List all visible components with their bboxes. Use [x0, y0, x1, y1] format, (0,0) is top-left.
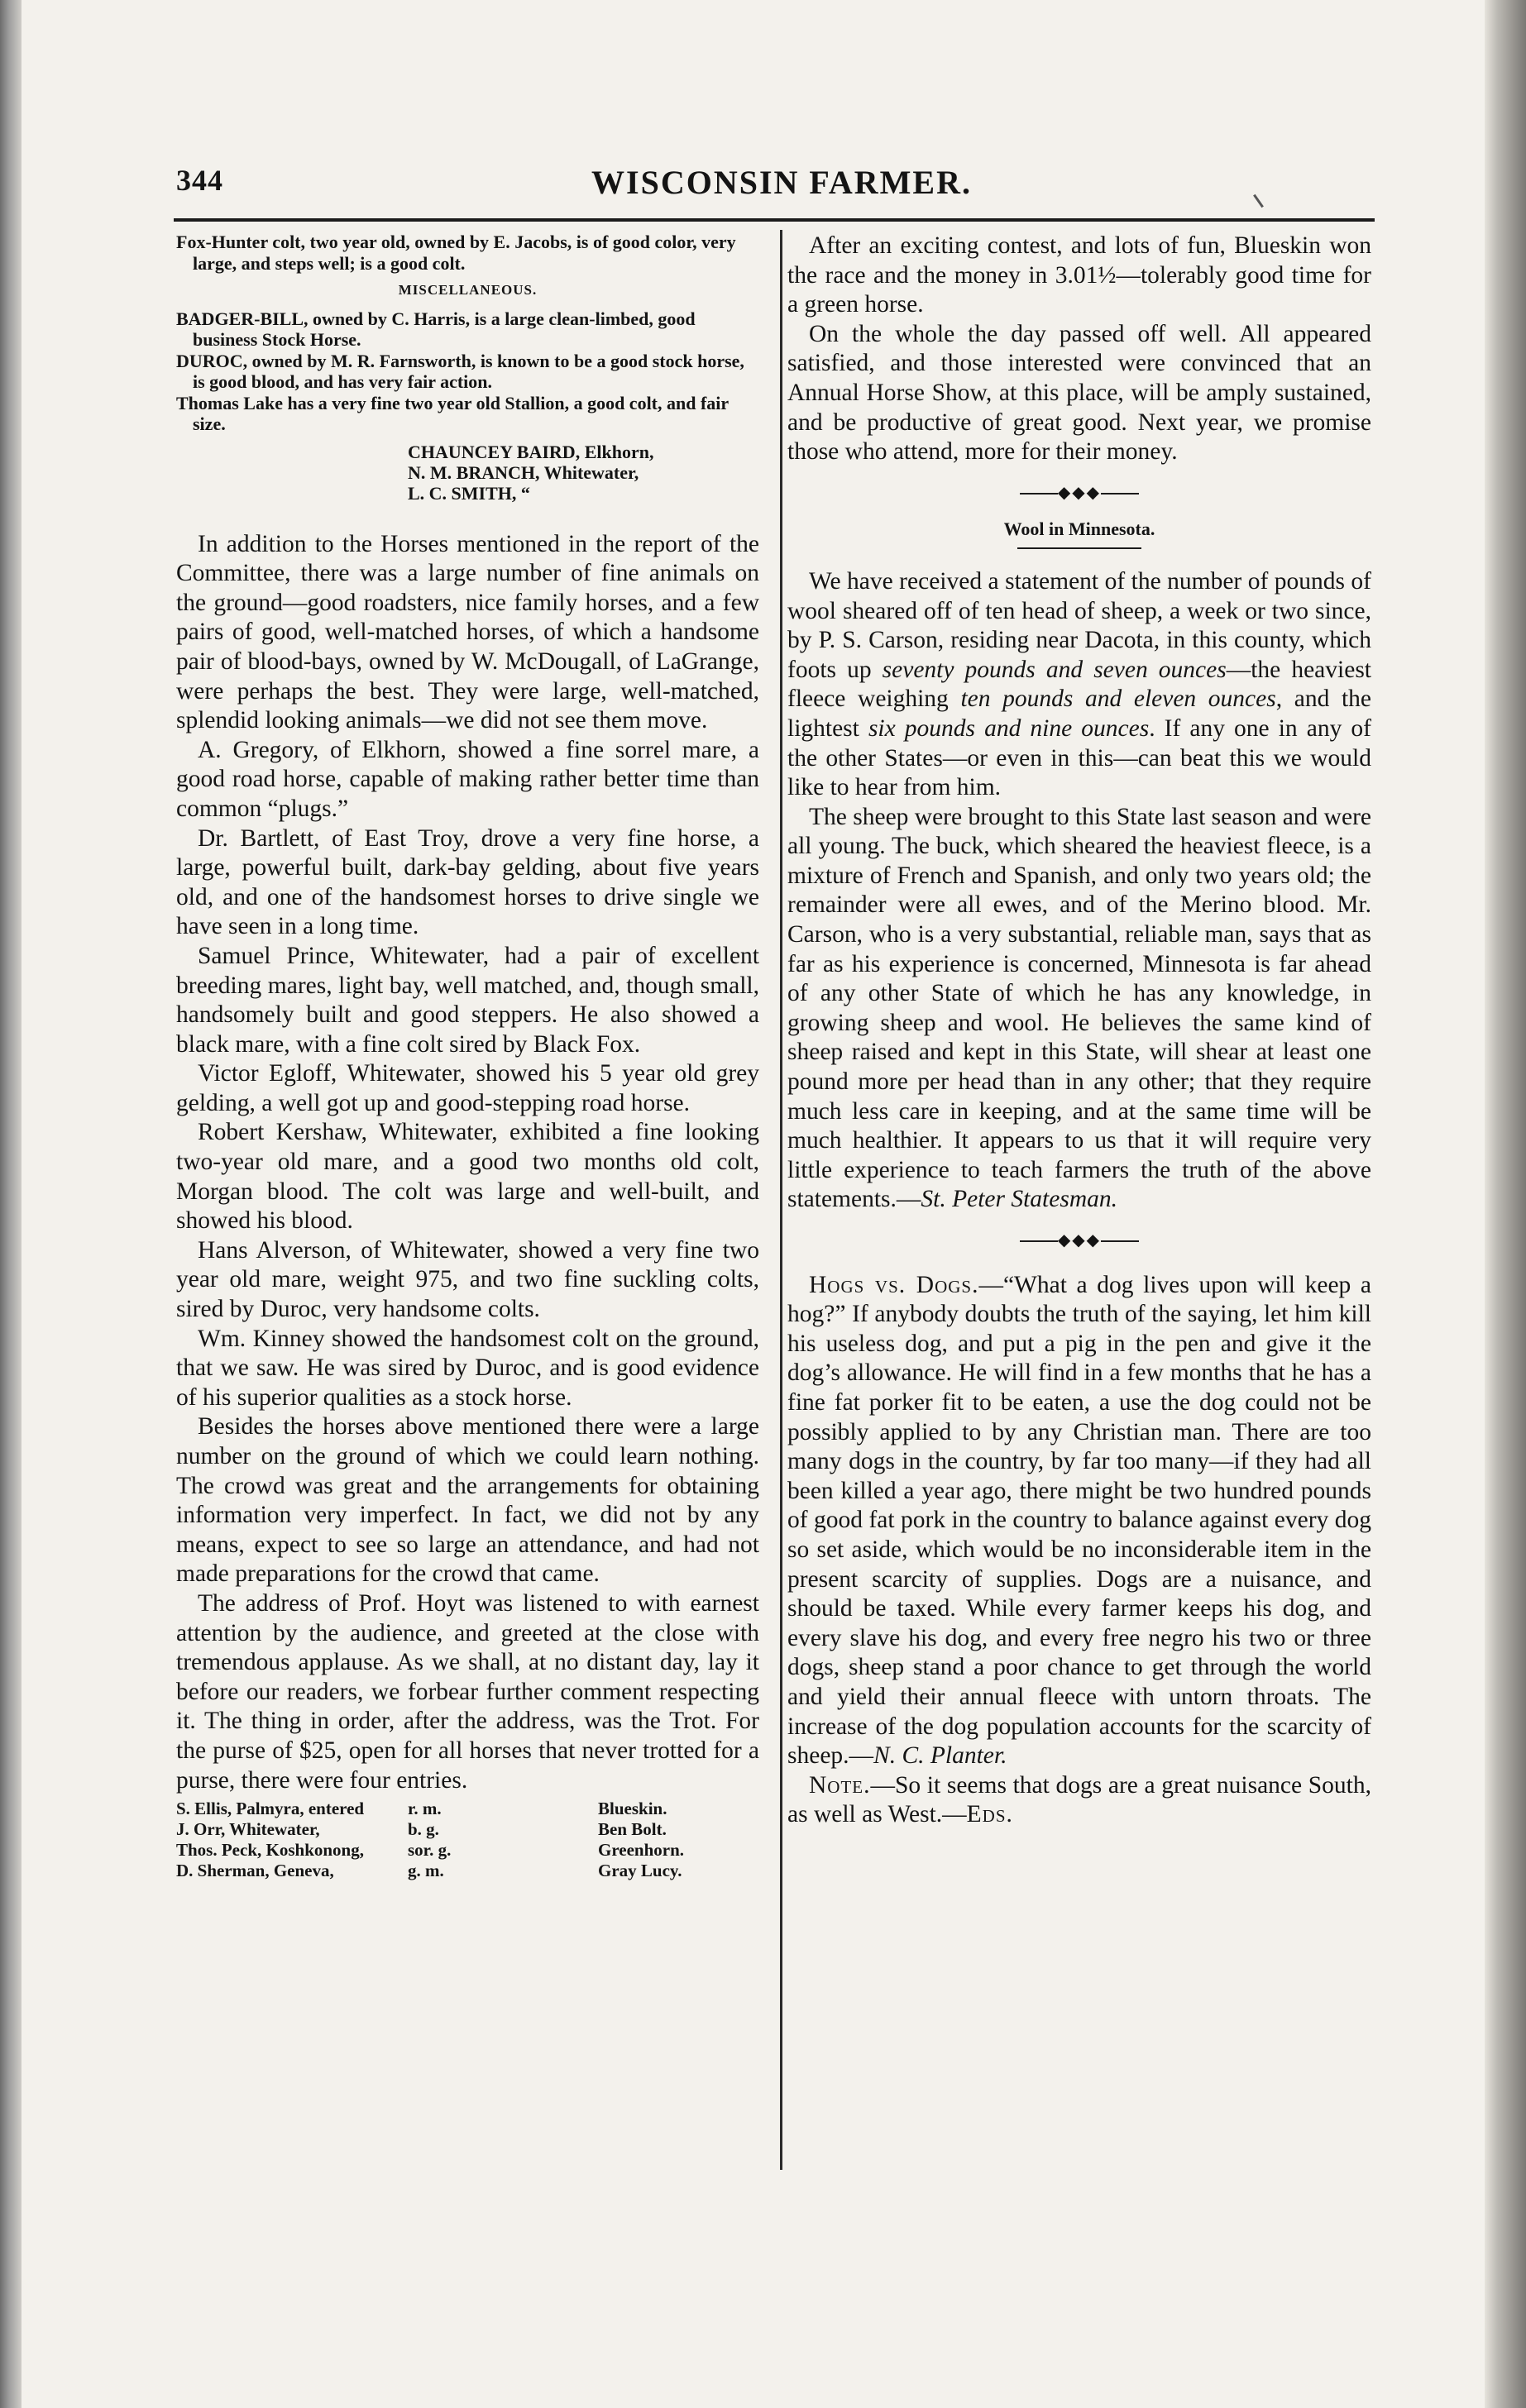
- article-paragraph: In addition to the Horses mentioned in the report of the Committee, there was a large number of fine animals on the ground—good roadsters, nice family horses, and a few pairs of good, well-matched horses, of which a handsome pair of blood-bays, owned by W. McDougall, of LaGrange, were perhaps the best. They were large, well-matched, splendid looking animals—we did not see them move.: [176, 530, 759, 734]
- right-column: [787, 232, 1371, 1830]
- horse-name: Gray Lucy.: [598, 1861, 682, 1881]
- trot-entries: [176, 1799, 759, 1881]
- text-run: —So it seems that dogs are a great nuisance South, as well as West.—: [787, 1771, 1371, 1828]
- committee-entry: DUROC, owned by M. R. Farnsworth, is known to be a good stock horse, is good blood, and has very fair action.: [176, 350, 744, 393]
- entrant: S. Ellis, Palmyra, entered: [176, 1799, 365, 1819]
- text-run: . If any one in any of the other States—or even in this—can beat this we would like to hear from him.: [787, 714, 1371, 801]
- source-citation: St. Peter Statesman.: [921, 1186, 1118, 1213]
- article-paragraph: Victor Egloff, Whitewater, showed his 5 year old grey gelding, a well got up and good-stepping road horse.: [176, 1060, 759, 1116]
- entrant: D. Sherman, Geneva,: [176, 1861, 334, 1881]
- horse-color: sor. g.: [408, 1840, 452, 1861]
- article-paragraph: After an exciting contest, and lots of fun, Blueskin won the race and the money in 3.01½—tolerably good time for a green horse.: [787, 232, 1371, 318]
- editor-note: [787, 1771, 1371, 1830]
- ornament-bar: [1101, 493, 1139, 494]
- article-paragraph: [787, 1271, 1371, 1771]
- committee-signatures: [408, 442, 759, 504]
- entrant: J. Orr, Whitewater,: [176, 1819, 320, 1840]
- ornament-bar: [1020, 1240, 1058, 1242]
- article-paragraph: Dr. Bartlett, of East Troy, drove a very fine horse, a large, powerful built, dark-bay gelding, about five years old, and one of the handsomest horses to drive single we have seen in a long time.: [176, 824, 759, 940]
- entrant: Thos. Peck, Koshkonong,: [176, 1840, 364, 1861]
- section-title: Wool in Minnesota.: [1003, 518, 1155, 540]
- editor-signature: Eds.: [966, 1801, 1013, 1828]
- lead-in: Note.: [809, 1771, 871, 1799]
- article-paragraph: A. Gregory, of Elkhorn, showed a fine sorrel mare, a good road horse, capable of making rather better time than common “plugs.”: [176, 736, 759, 822]
- lead-in: Hogs vs. Dogs.: [809, 1271, 979, 1298]
- horse-name: Ben Bolt.: [598, 1819, 667, 1840]
- text-run: We have received a statement of the number of pounds of wool sheared off of ten head of sheep, a week or two since, by P. S. Carson, residing near Dacota, in this county, which foots up: [787, 567, 1371, 683]
- running-title: WISCONSIN FARMER.: [591, 164, 972, 201]
- scan-shadow-left: [0, 0, 22, 2408]
- article-paragraph: The address of Prof. Hoyt was listened to with earnest attention by the audience, and greeted at the close with tremendous applause. As we shall, at no distant day, lay it before our readers, we forbear further comment respecting it. The thing in order, after the address, was the Trot. For the purse of $25, open for all horses that never trotted for a purse, there were four entries.: [176, 1589, 759, 1794]
- italic-text: seventy pounds and seven ounces: [882, 656, 1227, 683]
- header-rule: [174, 218, 1375, 222]
- horse-color: r. m.: [408, 1799, 442, 1819]
- article-paragraph: Samuel Prince, Whitewater, had a pair of excellent breeding mares, light bay, well matched, and, though small, handsomely built and good steppers. He also showed a black mare, with a fine colt sired by Black Fox.: [176, 942, 759, 1058]
- horse-name: Greenhorn.: [598, 1840, 685, 1861]
- misc-heading: MISCELLANEOUS.: [398, 282, 538, 298]
- italic-text: six pounds and nine ounces: [868, 714, 1150, 742]
- text-run: , and the lightest: [787, 686, 1372, 742]
- committee-entry: Fox-Hunter colt, two year old, owned by E. Jacobs, is of good color, very large, and steps well; is a good colt.: [176, 232, 736, 274]
- article-paragraph: [787, 567, 1371, 803]
- section-ornament: ◆◆◆: [787, 1226, 1371, 1256]
- article-paragraph: Besides the horses above mentioned there were a large number on the ground of which we could learn nothing. The crowd was great and the arrangements for obtaining information very imperfect. In fact, we did not by any means, expect to see so large an attendance, and had not made preparations for the crowd that came.: [176, 1413, 759, 1588]
- trot-entry: [176, 1861, 759, 1881]
- signature-line: N. M. BRANCH, Whitewater,: [408, 461, 639, 483]
- text-run: The sheep were brought to this State last season and were all young. The buck, which sheared the heaviest fleece, is a mixture of French and Spanish, and only two years old; the remainder were all ewes, and of the Merino blood. Mr. Carson, who is a very substantial, reliable man, says that as far as his experience is concerned, Minnesota is far ahead of any other State of which he has any knowledge, in growing sheep and wool. He believes the same kind of sheep raised and kept in this State, will shear at least one pound more per head than in any other; that they require much less care in keeping, and at the same time will be much healthier. It appears to us that it will require very little experience to teach farmers the truth of the above statements.—: [787, 803, 1371, 1213]
- article-paragraph: Robert Kershaw, Whitewater, exhibited a fine looking two-year old mare, and a good two months old colt, Morgan blood. The colt was large and well-built, and showed his blood.: [176, 1119, 759, 1235]
- signature-line: L. C. SMITH, “: [408, 482, 530, 504]
- scan-shadow-right: [1485, 0, 1526, 2408]
- title-rule: [1017, 547, 1141, 549]
- page-number: 344: [176, 164, 223, 197]
- article-paragraph: Hans Alverson, of Whitewater, showed a very fine two year old mare, weight 975, and two fine suckling colts, sired by Duroc, very handsome colts.: [176, 1236, 759, 1323]
- article-paragraph: Wm. Kinney showed the handsomest colt on the ground, that we saw. He was sired by Duroc, and is good evidence of his superior qualities as a stock horse.: [176, 1325, 759, 1411]
- trot-entry: [176, 1819, 759, 1840]
- committee-entry: BADGER-BILL, owned by C. Harris, is a large clean-limbed, good business Stock Horse.: [176, 308, 696, 351]
- horse-name: Blueskin.: [598, 1799, 667, 1819]
- article-paragraph: [787, 803, 1371, 1215]
- section-ornament: ◆◆◆: [787, 479, 1371, 509]
- text-run: —the heaviest fleece weighing: [787, 656, 1371, 713]
- ornament-bar: [1020, 493, 1058, 494]
- italic-text: ten pounds and eleven ounces: [960, 686, 1276, 713]
- column-rule: [780, 230, 782, 2170]
- trot-entry: [176, 1840, 759, 1861]
- source-citation: N. C. Planter.: [873, 1742, 1007, 1770]
- trot-entry: [176, 1799, 759, 1819]
- left-column: [176, 232, 759, 1881]
- article-paragraph: On the whole the day passed off well. All appeared satisfied, and those interested were convinced that an Annual Horse Show, at this place, will be amply sustained, and be productive of great good. Next year, we promise those who attend, more for their money.: [787, 320, 1371, 466]
- committee-entry: Thomas Lake has a very fine two year old Stallion, a good colt, and fair size.: [176, 392, 729, 435]
- signature-line: CHAUNCEY BAIRD, Elkhorn,: [408, 441, 654, 462]
- ornament-bar: [1101, 1240, 1139, 1242]
- text-run: —“What a dog lives upon will keep a hog?” If anybody doubts the truth of the saying, let him kill his useless dog, and put a pig in the pen and give it the dog’s allowance. He will find in a few months that he has a fine fat porker fit to be eaten, a use the dog could not be possibly applied to by any Christian man. There are too many dogs in the country, by far too many—if they had all been killed a year ago, there might be two hundred pounds of good fat pork in the country to balance against every dog so set aside, which would be no inconsiderable item in the present scarcity of supplies. Dogs are a nuisance, and should be taxed. While every farmer keeps his dog, and every slave his dog, and every free negro his two or three dogs, sheep stand a poor chance to get through the world and yield their annual fleece with untorn throats. The increase of the dog population accounts for the scarcity of sheep.—: [787, 1271, 1371, 1770]
- horse-color: b. g.: [408, 1819, 439, 1840]
- horse-color: g. m.: [408, 1861, 444, 1881]
